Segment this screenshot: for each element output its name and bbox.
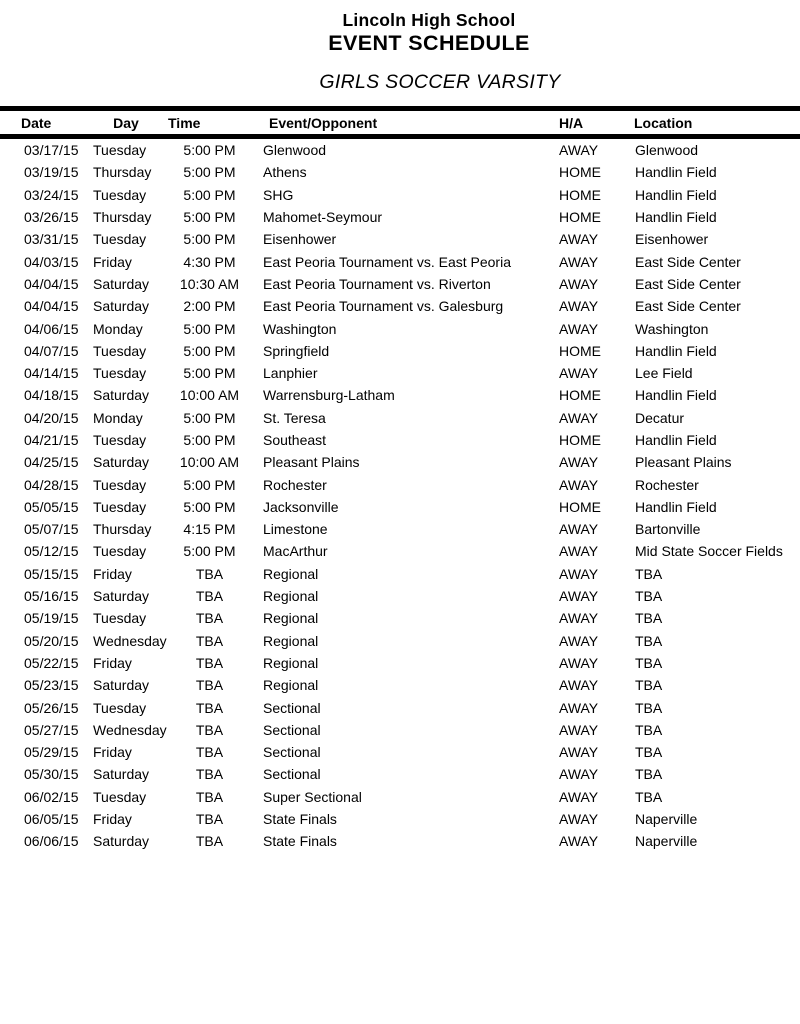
table-row (0, 741, 800, 763)
table-row (0, 184, 800, 206)
cell-event-opponent: Athens (263, 164, 307, 181)
cell-day: Tuesday (93, 699, 147, 716)
cell-location: Decatur (635, 409, 685, 426)
cell-time: 4:30 PM (183, 253, 236, 270)
cell-event-opponent: Springfield (263, 342, 330, 359)
schedule-table (0, 106, 800, 853)
cell-date: 04/25/15 (24, 454, 79, 471)
cell-location: East Side Center (635, 298, 741, 315)
table-row (0, 763, 800, 785)
cell-location: Handlin Field (635, 164, 717, 181)
cell-time: 10:00 AM (179, 387, 240, 404)
cell-home-away: HOME (559, 432, 601, 448)
cell-day: Friday (93, 811, 132, 828)
cell-event-opponent: St. Teresa (263, 409, 326, 426)
column-header-day: Day (113, 114, 139, 131)
cell-home-away: HOME (559, 164, 601, 181)
cell-home-away: AWAY (559, 721, 599, 738)
cell-event-opponent: Sectional (263, 721, 321, 738)
cell-day: Saturday (93, 387, 150, 404)
cell-day: Tuesday (93, 432, 147, 448)
cell-day: Friday (93, 654, 132, 671)
cell-time: TBA (195, 699, 224, 716)
cell-date: 06/02/15 (24, 788, 79, 805)
cell-home-away: AWAY (559, 833, 599, 850)
cell-event-opponent: Jacksonville (263, 498, 339, 515)
table-row (0, 496, 800, 518)
cell-home-away: HOME (559, 387, 601, 404)
cell-date: 05/23/15 (24, 677, 79, 694)
table-row (0, 250, 800, 272)
cell-date: 03/17/15 (24, 142, 79, 159)
table-row (0, 206, 800, 228)
cell-location: Eisenhower (635, 231, 709, 248)
cell-event-opponent: Limestone (263, 521, 328, 538)
cell-location: Handlin Field (635, 209, 717, 226)
cell-time: 5:00 PM (183, 432, 236, 448)
cell-date: 06/06/15 (24, 833, 79, 850)
cell-time: TBA (195, 677, 224, 694)
table-row (0, 429, 800, 451)
table-row (0, 719, 800, 741)
cell-event-opponent: Warrensburg-Latham (263, 387, 395, 404)
cell-time: TBA (195, 721, 224, 738)
table-row (0, 696, 800, 718)
cell-date: 05/19/15 (24, 610, 79, 627)
cell-home-away: AWAY (559, 253, 599, 270)
table-row (0, 786, 800, 808)
cell-event-opponent: Southeast (263, 432, 327, 448)
cell-date: 04/28/15 (24, 476, 79, 493)
cell-location: TBA (635, 677, 663, 694)
table-row (0, 295, 800, 317)
cell-day: Wednesday (93, 721, 167, 738)
cell-location: Lee Field (635, 365, 693, 382)
cell-day: Tuesday (93, 543, 147, 560)
header-row (0, 109, 800, 137)
page-title: EVENT SCHEDULE (328, 31, 530, 55)
table-row (0, 340, 800, 362)
cell-day: Tuesday (93, 498, 147, 515)
table-row (0, 652, 800, 674)
cell-time: 5:00 PM (183, 164, 236, 181)
cell-location: TBA (635, 766, 663, 783)
table-row (0, 630, 800, 652)
cell-date: 05/27/15 (24, 721, 79, 738)
team-subtitle: GIRLS SOCCER VARSITY (319, 71, 561, 93)
cell-date: 05/22/15 (24, 654, 79, 671)
table-row (0, 563, 800, 585)
cell-time: TBA (195, 588, 224, 605)
cell-event-opponent: Mahomet-Seymour (263, 209, 383, 226)
cell-home-away: AWAY (559, 142, 599, 159)
cell-day: Friday (93, 744, 132, 761)
cell-day: Tuesday (93, 186, 147, 203)
cell-date: 04/18/15 (24, 387, 79, 404)
column-header-event: Event/Opponent (269, 114, 378, 131)
cell-day: Saturday (93, 677, 150, 694)
cell-date: 04/21/15 (24, 432, 79, 448)
cell-location: Naperville (635, 833, 698, 850)
cell-event-opponent: East Peoria Tournament vs. Galesburg (263, 298, 504, 315)
cell-event-opponent: Sectional (263, 766, 321, 783)
cell-date: 04/04/15 (24, 298, 79, 315)
cell-date: 04/07/15 (24, 342, 79, 359)
table-row (0, 228, 800, 250)
cell-location: TBA (635, 632, 663, 649)
cell-time: 4:15 PM (183, 521, 236, 538)
cell-time: TBA (195, 833, 224, 850)
cell-event-opponent: East Peoria Tournament vs. Riverton (263, 275, 491, 292)
table-row (0, 518, 800, 540)
cell-day: Monday (93, 409, 143, 426)
cell-day: Tuesday (93, 476, 147, 493)
cell-home-away: HOME (559, 209, 601, 226)
cell-day: Tuesday (93, 142, 147, 159)
cell-day: Tuesday (93, 231, 147, 248)
cell-location: TBA (635, 721, 663, 738)
cell-time: 2:00 PM (183, 298, 236, 315)
cell-home-away: AWAY (559, 654, 599, 671)
table-row (0, 830, 800, 852)
cell-location: East Side Center (635, 275, 741, 292)
table-row (0, 407, 800, 429)
cell-day: Saturday (93, 298, 150, 315)
table-row (0, 540, 800, 562)
cell-day: Saturday (93, 275, 150, 292)
cell-event-opponent: Washington (263, 320, 337, 337)
table-row (0, 273, 800, 295)
cell-time: 10:00 AM (179, 454, 240, 471)
cell-home-away: AWAY (559, 610, 599, 627)
cell-time: 5:00 PM (183, 320, 236, 337)
cell-time: 5:00 PM (183, 365, 236, 382)
cell-home-away: HOME (559, 342, 601, 359)
cell-event-opponent: Super Sectional (263, 788, 362, 805)
cell-home-away: AWAY (559, 231, 599, 248)
cell-location: Handlin Field (635, 186, 717, 203)
cell-time: TBA (195, 632, 224, 649)
cell-location: TBA (635, 788, 663, 805)
cell-event-opponent: Sectional (263, 744, 321, 761)
cell-date: 05/26/15 (24, 699, 79, 716)
cell-date: 05/15/15 (24, 565, 79, 582)
cell-home-away: AWAY (559, 632, 599, 649)
table-row (0, 362, 800, 384)
cell-location: Pleasant Plains (635, 454, 732, 471)
cell-date: 03/24/15 (24, 186, 79, 203)
cell-event-opponent: Pleasant Plains (263, 454, 360, 471)
cell-time: TBA (195, 654, 224, 671)
cell-day: Thursday (93, 521, 152, 538)
cell-day: Monday (93, 320, 143, 337)
table-row (0, 607, 800, 629)
cell-day: Tuesday (93, 365, 147, 382)
cell-date: 05/12/15 (24, 543, 79, 560)
cell-location: TBA (635, 744, 663, 761)
cell-day: Friday (93, 565, 132, 582)
cell-location: Handlin Field (635, 498, 717, 515)
cell-home-away: AWAY (559, 699, 599, 716)
cell-home-away: AWAY (559, 788, 599, 805)
cell-day: Tuesday (93, 610, 147, 627)
cell-date: 05/05/15 (24, 498, 79, 515)
table-row (0, 674, 800, 696)
table-row (0, 808, 800, 830)
cell-home-away: AWAY (559, 275, 599, 292)
cell-location: Bartonville (635, 521, 701, 538)
cell-location: Handlin Field (635, 387, 717, 404)
cell-time: TBA (195, 766, 224, 783)
cell-home-away: HOME (559, 498, 601, 515)
cell-date: 04/20/15 (24, 409, 79, 426)
cell-home-away: AWAY (559, 320, 599, 337)
cell-event-opponent: Regional (263, 588, 319, 605)
column-header-date: Date (21, 114, 52, 131)
title-block (0, 0, 800, 93)
cell-date: 06/05/15 (24, 811, 79, 828)
cell-location: TBA (635, 610, 663, 627)
cell-location: TBA (635, 565, 663, 582)
cell-day: Saturday (93, 454, 150, 471)
cell-event-opponent: Eisenhower (263, 231, 337, 248)
cell-day: Saturday (93, 588, 150, 605)
column-header-time: Time (168, 114, 201, 131)
cell-home-away: AWAY (559, 565, 599, 582)
cell-time: 5:00 PM (183, 476, 236, 493)
column-header-location: Location (634, 114, 693, 131)
cell-date: 04/06/15 (24, 320, 79, 337)
cell-time: 5:00 PM (183, 543, 236, 560)
cell-time: 5:00 PM (183, 231, 236, 248)
table-row (0, 161, 800, 183)
cell-day: Tuesday (93, 788, 147, 805)
cell-day: Friday (93, 253, 132, 270)
cell-time: 5:00 PM (183, 186, 236, 203)
cell-location: Glenwood (635, 142, 699, 159)
cell-home-away: AWAY (559, 409, 599, 426)
cell-home-away: AWAY (559, 588, 599, 605)
cell-date: 05/29/15 (24, 744, 79, 761)
cell-time: TBA (195, 788, 224, 805)
cell-time: TBA (195, 610, 224, 627)
cell-location: Rochester (635, 476, 699, 493)
cell-event-opponent: East Peoria Tournament vs. East Peoria (263, 253, 511, 270)
cell-home-away: AWAY (559, 766, 599, 783)
column-header-home-away: H/A (559, 114, 584, 131)
cell-time: 5:00 PM (183, 409, 236, 426)
cell-date: 05/30/15 (24, 766, 79, 783)
cell-location: TBA (635, 699, 663, 716)
table-row (0, 451, 800, 473)
schedule-body (0, 137, 800, 853)
cell-event-opponent: MacArthur (263, 543, 328, 560)
cell-home-away: AWAY (559, 521, 599, 538)
cell-location: Naperville (635, 811, 698, 828)
cell-home-away: AWAY (559, 811, 599, 828)
table-row (0, 585, 800, 607)
cell-home-away: AWAY (559, 298, 599, 315)
cell-date: 04/14/15 (24, 365, 79, 382)
table-row (0, 473, 800, 495)
cell-event-opponent: Regional (263, 632, 319, 649)
cell-home-away: AWAY (559, 476, 599, 493)
cell-location: Handlin Field (635, 432, 717, 448)
cell-date: 03/26/15 (24, 209, 79, 226)
cell-home-away: AWAY (559, 454, 599, 471)
school-name: Lincoln High School (342, 10, 516, 30)
cell-event-opponent: Lanphier (263, 365, 318, 382)
cell-date: 05/20/15 (24, 632, 79, 649)
cell-date: 05/16/15 (24, 588, 79, 605)
cell-location: TBA (635, 654, 663, 671)
cell-event-opponent: Sectional (263, 699, 321, 716)
table-row (0, 384, 800, 406)
cell-time: 10:30 AM (179, 275, 240, 292)
cell-home-away: AWAY (559, 744, 599, 761)
cell-time: TBA (195, 565, 224, 582)
cell-home-away: AWAY (559, 677, 599, 694)
cell-date: 04/03/15 (24, 253, 79, 270)
table-header (0, 109, 800, 137)
cell-day: Saturday (93, 833, 150, 850)
cell-event-opponent: Glenwood (263, 142, 327, 159)
cell-location: TBA (635, 588, 663, 605)
cell-event-opponent: Regional (263, 565, 319, 582)
cell-day: Thursday (93, 209, 152, 226)
cell-home-away: HOME (559, 186, 601, 203)
cell-time: TBA (195, 744, 224, 761)
cell-home-away: AWAY (559, 543, 599, 560)
cell-time: 5:00 PM (183, 342, 236, 359)
cell-time: 5:00 PM (183, 142, 236, 159)
cell-date: 05/07/15 (24, 521, 79, 538)
cell-time: 5:00 PM (183, 498, 236, 515)
cell-event-opponent: State Finals (263, 811, 337, 828)
cell-event-opponent: Regional (263, 677, 319, 694)
table-row (0, 137, 800, 162)
cell-event-opponent: Regional (263, 610, 319, 627)
cell-home-away: AWAY (559, 365, 599, 382)
cell-event-opponent: Rochester (263, 476, 327, 493)
cell-event-opponent: State Finals (263, 833, 337, 850)
cell-event-opponent: SHG (263, 186, 294, 203)
cell-date: 03/31/15 (24, 231, 79, 248)
cell-location: Mid State Soccer Fields (635, 543, 783, 560)
cell-time: TBA (195, 811, 224, 828)
cell-date: 03/19/15 (24, 164, 79, 181)
cell-location: Handlin Field (635, 342, 717, 359)
table-row (0, 317, 800, 339)
cell-day: Thursday (93, 164, 152, 181)
cell-location: Washington (635, 320, 709, 337)
cell-day: Tuesday (93, 342, 147, 359)
cell-date: 04/04/15 (24, 275, 79, 292)
cell-day: Saturday (93, 766, 150, 783)
cell-location: East Side Center (635, 253, 741, 270)
cell-day: Wednesday (93, 632, 167, 649)
cell-time: 5:00 PM (183, 209, 236, 226)
cell-event-opponent: Regional (263, 654, 319, 671)
